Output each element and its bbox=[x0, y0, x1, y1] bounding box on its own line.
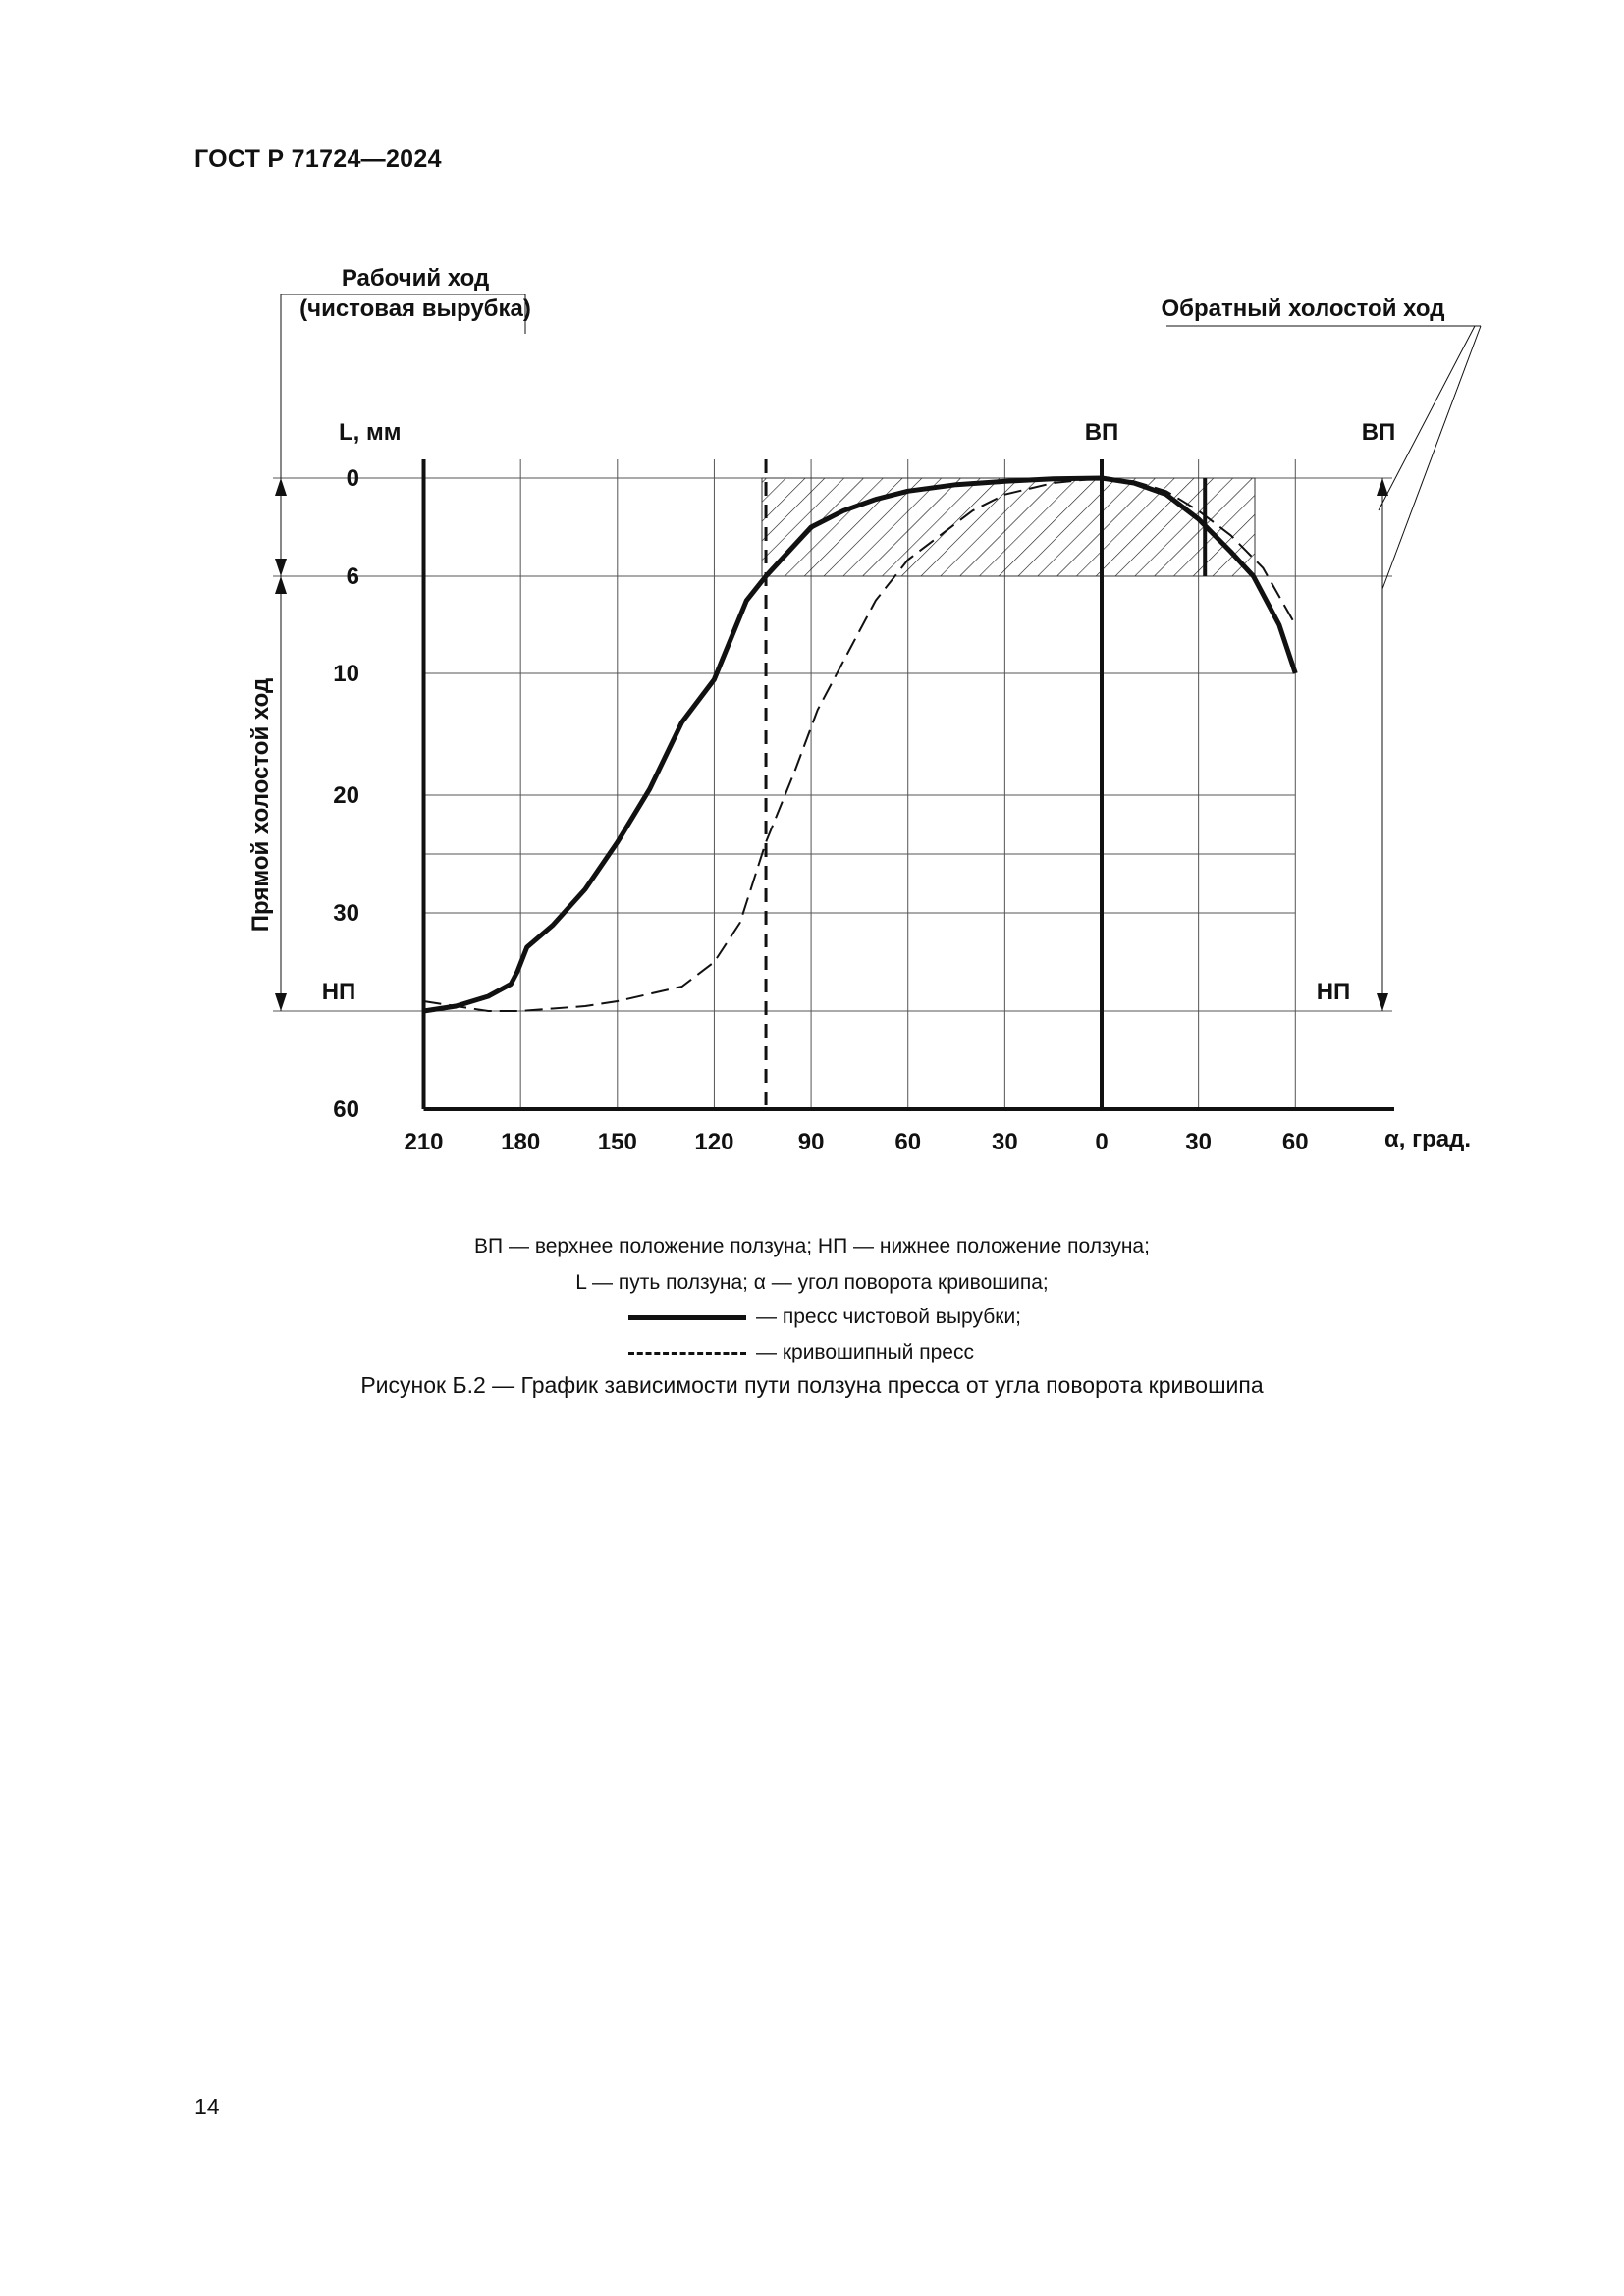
x-tick-label: 30 bbox=[992, 1129, 1018, 1155]
x-tick-label: 210 bbox=[404, 1129, 444, 1155]
document-header: ГОСТ Р 71724—2024 bbox=[194, 145, 442, 173]
y-tick-label: 0 bbox=[346, 465, 359, 492]
x-tick-label: 60 bbox=[894, 1129, 922, 1155]
y-axis-label: L, мм bbox=[339, 419, 402, 446]
forward-idle-label: Прямой холостой ход bbox=[247, 677, 274, 933]
y-tick-label: 20 bbox=[333, 782, 359, 809]
dimension-arrow bbox=[1377, 478, 1388, 496]
x-tick-label: 150 bbox=[597, 1129, 637, 1155]
dashed-line-swatch bbox=[628, 1352, 746, 1355]
working-stroke-sublabel: (чистовая вырубка) bbox=[299, 295, 531, 322]
y-tick-label: 60 bbox=[333, 1096, 359, 1123]
tdc-label: ВП bbox=[1084, 419, 1119, 446]
x-tick-label: 90 bbox=[797, 1129, 825, 1155]
legend-dashed-row bbox=[628, 1341, 974, 1364]
x-tick-label: 30 bbox=[1185, 1129, 1212, 1155]
legend-solid-label: — пресс чистовой вырубки; bbox=[756, 1306, 1022, 1328]
page-number: 14 bbox=[194, 2094, 220, 2119]
dimension-arrow bbox=[275, 478, 287, 496]
legend-dashed-label: — кривошипный пресс bbox=[756, 1341, 974, 1363]
y-tick-label: 6 bbox=[346, 563, 359, 590]
x-axis-label: α, град. bbox=[1384, 1126, 1471, 1152]
return-idle-label: Обратный холостой ход bbox=[1161, 295, 1445, 322]
legend-solid-row bbox=[628, 1306, 1021, 1329]
dimension-arrow bbox=[275, 559, 287, 576]
dimension-arrow bbox=[1377, 993, 1388, 1011]
solid-line-swatch bbox=[628, 1315, 746, 1320]
figure-caption: Рисунок Б.2 — График зависимости пути ползуна пресса от угла поворота кривошипа bbox=[360, 1372, 1264, 1398]
return-idle-leader bbox=[1379, 326, 1475, 510]
tdc-label-right: ВП bbox=[1361, 419, 1396, 446]
working-stroke-label: Рабочий ход bbox=[341, 265, 490, 292]
y-tick-label: 30 bbox=[333, 900, 359, 927]
bdc-label-right: НП bbox=[1316, 979, 1351, 1005]
bdc-label-left: НП bbox=[321, 979, 356, 1005]
dimension-arrow bbox=[275, 576, 287, 594]
legend-variables: L — путь ползуна; α — угол поворота кривошипа; bbox=[575, 1271, 1049, 1294]
x-tick-label: 120 bbox=[694, 1129, 734, 1155]
legend-abbreviations: ВП — верхнее положение ползуна; НП — нижнее положение ползуна; bbox=[474, 1235, 1150, 1257]
dimension-arrow bbox=[275, 993, 287, 1011]
x-tick-label: 0 bbox=[1095, 1129, 1109, 1155]
x-tick-label: 60 bbox=[1281, 1129, 1309, 1155]
return-idle-leader bbox=[1382, 326, 1481, 589]
x-tick-label: 180 bbox=[501, 1129, 541, 1155]
y-tick-label: 10 bbox=[333, 661, 359, 687]
